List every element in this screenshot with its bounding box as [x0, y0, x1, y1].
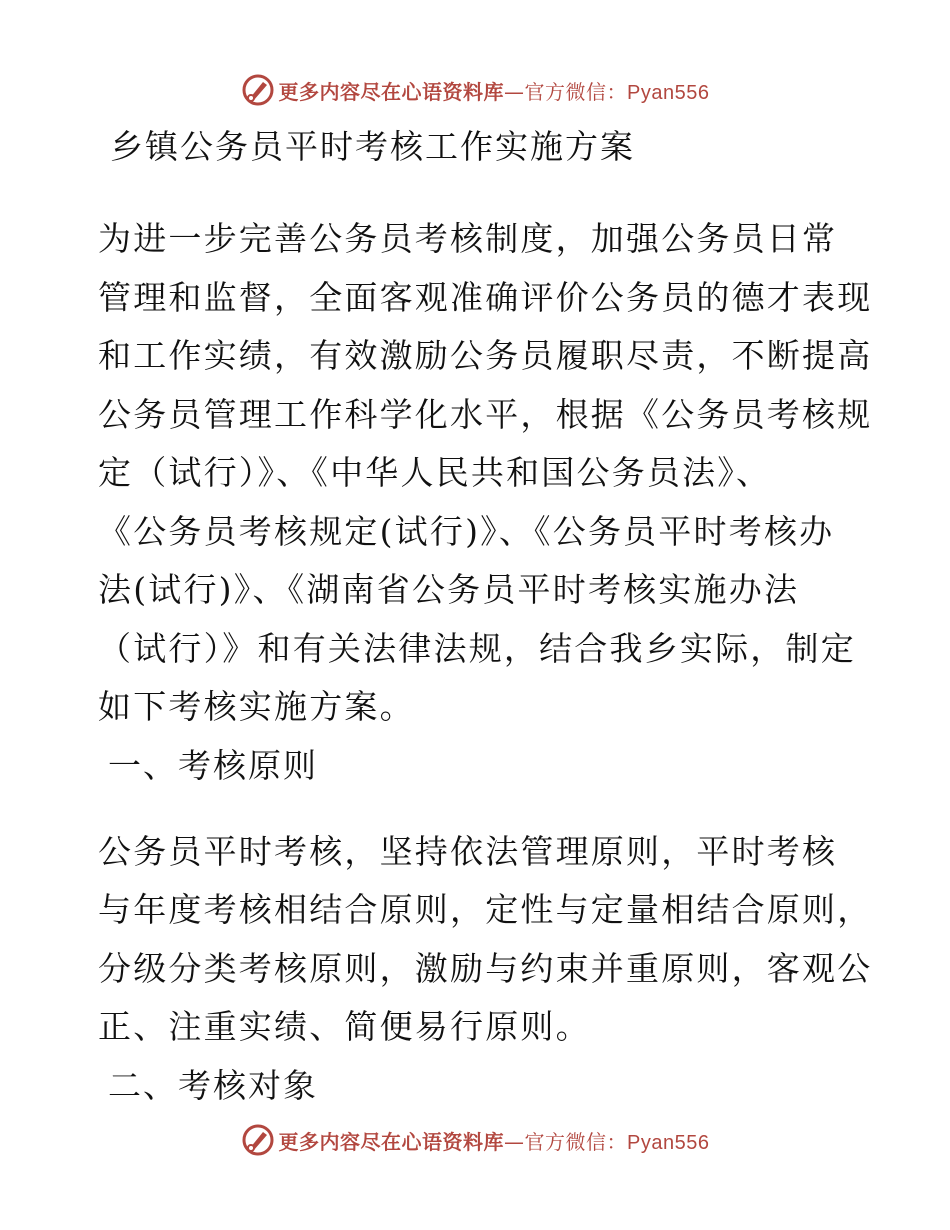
watermark-text	[279, 76, 710, 105]
watermark-dash: —	[504, 1129, 525, 1154]
watermark-dash: —	[504, 79, 525, 104]
paragraph-line: 法(试行)》、《湖南省公务员平时考核实施办法	[98, 570, 800, 609]
paragraph-line: 公务员平时考核，坚持依法管理原则，平时考核	[98, 831, 838, 871]
section-heading-subjects: 二、考核对象	[108, 1065, 318, 1105]
watermark-wechat-id: Pyan556	[627, 1131, 710, 1154]
watermark-text	[279, 1126, 710, 1155]
paragraph-line: （试行）》和有关法律法规，结合我乡实际，制定	[98, 628, 856, 668]
watermark-official-label: 官方微信：	[524, 1129, 628, 1154]
watermark-brand: 更多内容尽在心语资料库	[278, 79, 505, 104]
paragraph-line: 分级分类考核原则，激励与约束并重原则，客观公	[98, 948, 873, 988]
paragraph-line: 为进一步完善公务员考核制度，加强公务员日常	[98, 219, 838, 258]
watermark-banner-bottom	[0, 1118, 950, 1162]
document-title: 乡镇公务员平时考核工作实施方案	[110, 127, 635, 166]
paragraph-line: 与年度考核相结合原则，定性与定量相结合原则，	[98, 890, 873, 929]
principles-paragraph	[98, 823, 873, 1057]
paragraph-line: 和工作实绩，有效激励公务员履职尽责，不断提高	[98, 336, 873, 375]
paragraph-line: 正、注重实绩、简便易行原则。	[98, 1007, 591, 1046]
paragraph-line: 管理和监督，全面客观准确评价公务员的德才表现	[98, 277, 873, 317]
watermark-brand: 更多内容尽在心语资料库	[278, 1129, 505, 1154]
section-heading-principles: 一、考核原则	[108, 745, 318, 785]
paragraph-line: 公务员管理工作科学化水平，根据《公务员考核规	[98, 394, 873, 434]
paragraph-line: 《公务员考核规定(试行)》、《公务员平时考核办	[98, 511, 835, 551]
document-body	[98, 118, 873, 1115]
intro-paragraph	[98, 210, 873, 737]
paragraph-line: 如下考核实施方案。	[98, 687, 415, 726]
watermark-official-label: 官方微信：	[524, 79, 628, 104]
pen-nib-logo-icon	[241, 1123, 275, 1157]
paragraph-line: 定（试行）》、《中华人民共和国公务员法》、	[98, 453, 772, 492]
watermark-wechat-id: Pyan556	[627, 81, 710, 104]
pen-nib-logo-icon	[241, 73, 275, 107]
watermark-banner-top	[0, 68, 950, 112]
